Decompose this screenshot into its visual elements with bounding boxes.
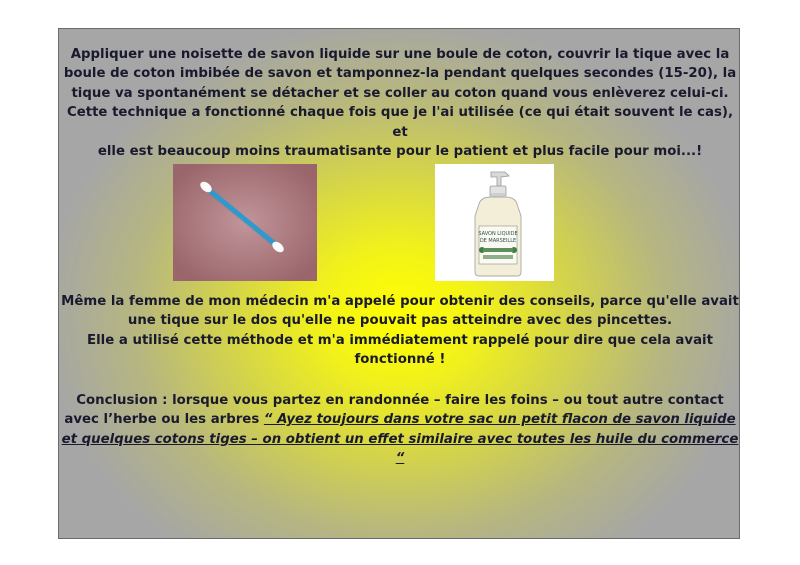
text-line (59, 430, 741, 449)
text-line: fonctionné ! (354, 352, 446, 368)
text-line: elle est beaucoup moins traumatisante pour le patient et plus facile pour moi...! (97, 144, 703, 160)
advice-quote: “ Ayez toujours dans votre sac un petit flacon de savon liquide (263, 412, 736, 428)
text-line: Elle a utilisé cette méthode et m'a immédiatement rappelé pour dire que cela avait (87, 332, 713, 348)
cotton-swab-photo (173, 164, 317, 281)
text-line: Cette technique a fonctionné chaque fois que je l'ai utilisée (ce qui était souvent le cas), et (66, 105, 734, 140)
text-line: boule de coton imbibée de savon et tamponnez-la pendant quelques secondes (15-20), la (63, 66, 737, 82)
text-line: Même la femme de mon médecin m'a appelé pour obtenir des conseils, parce qu'elle avait (61, 294, 739, 309)
advice-quote: et quelques cotons tiges – on obtient un effet similaire avec toutes les huile du commerce (61, 431, 739, 447)
intro-paragraph (59, 45, 741, 161)
advice-quote: “ (395, 451, 405, 467)
text-line (59, 449, 741, 468)
soap-bottle-photo (435, 164, 554, 281)
cotton-swab-icon (173, 164, 317, 281)
conclusion-paragraph (59, 391, 741, 469)
text-line (59, 410, 741, 429)
text-line: Appliquer une noisette de savon liquide sur une boule de coton, couvrir la tique avec la (70, 47, 730, 62)
soap-bottle-icon (435, 164, 554, 281)
text-line: une tique sur le dos qu'elle ne pouvait pas atteindre avec des pincettes. (127, 313, 673, 329)
content-panel (58, 28, 740, 539)
text-line: tique va spontanément se détacher et se coller au coton quand vous enlèverez celui-ci. (71, 85, 729, 101)
bottle-label-line2: DE MARSEILLE (479, 238, 517, 244)
bottle-label-line1: SAVON LIQUIDE (478, 231, 518, 237)
text-line: Conclusion : lorsque vous partez en randonnée – faire les foins – ou tout autre contact (76, 393, 724, 408)
text-span: avec l’herbe ou les arbres (64, 412, 264, 428)
story-paragraph (59, 292, 741, 370)
